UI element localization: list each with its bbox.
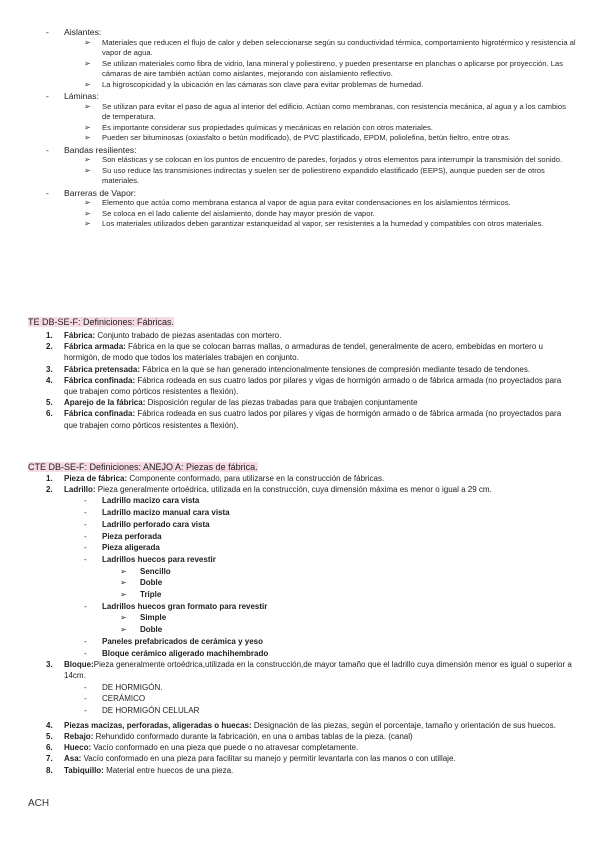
sub-list-item: ➢ Triple bbox=[120, 590, 162, 600]
sub-item: ➢ Son elásticas y se colocan en los puntos de encuentro de paredes, forjados y otros elementos para interrumpir la transmisión del sonido. bbox=[84, 155, 563, 164]
list-item: - Ladrillos huecos para revestir bbox=[84, 554, 216, 564]
sub-item: ➢ Se utilizan para evitar el paso de agua al interior del edificio. Actúan como membranas, con resistencia mecánica, al agua y a los cambios de temperatura. bbox=[84, 101, 566, 121]
arrow-bullet-icon: ➢ bbox=[84, 155, 91, 164]
arrow-bullet-icon: ➢ bbox=[84, 198, 91, 207]
sub-item: ➢ Su uso reduce las transmisiones indirectas y suelen ser de poliestireno expandido elastificado (EEPS), aunque pueden ser de otros materiales. bbox=[84, 165, 545, 185]
arrow-bullet-icon: ➢ bbox=[84, 58, 91, 68]
numbered-item: 2. Ladrillo: Pieza generalmente ortoédrica, utilizada en la construcción, cuya dimensión máxima es menor o igual a 29 cm. bbox=[46, 485, 492, 495]
list-item-bandas bbox=[0, 145, 600, 156]
sub-list-item: ➢ Sencillo bbox=[120, 566, 171, 576]
sub-item: ➢ Pueden ser bituminosas (oxiasfalto o betún modificado), de PVC plastificado, EPDM, poliolefina, betún fieltro, entre otras. bbox=[84, 133, 511, 142]
item-title: Aislantes: bbox=[64, 27, 102, 37]
list-item: - DE HORMIGÓN CELULAR bbox=[84, 706, 200, 716]
arrow-bullet-icon: ➢ bbox=[84, 101, 91, 111]
section-fabricas bbox=[0, 316, 600, 431]
list-item: - Bloque cerámico aligerado machihembrado bbox=[84, 648, 269, 658]
arrow-bullet-icon: ➢ bbox=[84, 122, 91, 132]
arrow-bullet-icon: ➢ bbox=[120, 613, 127, 623]
sub-item: ➢ Se coloca en el lado caliente del aislamiento, donde hay mayor presión de vapor. bbox=[84, 208, 375, 218]
list-item-aislantes bbox=[0, 27, 600, 38]
arrow-bullet-icon: ➢ bbox=[120, 625, 127, 635]
sub-list-item: ➢ Doble bbox=[120, 578, 163, 588]
list-item: - Ladrillo macizo cara vista bbox=[84, 496, 200, 506]
sub-list-item: ➢ Simple bbox=[120, 613, 167, 623]
arrow-bullet-icon: ➢ bbox=[84, 208, 91, 218]
arrow-bullet-icon: ➢ bbox=[120, 566, 127, 576]
dash-marker: - bbox=[46, 187, 49, 198]
numbered-item: 3. Bloque:Pieza generalmente ortoédrica,utilizada en la construcción,de mayor tamaño que el ladrillo cuya dimensión menor es igual o superior a 14cm. bbox=[46, 660, 572, 681]
footer-initials: ACH bbox=[28, 798, 50, 809]
section-heading: TE DB-SE-F: Definiciones: Fábricas. bbox=[28, 317, 175, 327]
sub-item: ➢ Es importante considerar sus propiedades químicas y mecánicas en relación con otros materiales. bbox=[84, 122, 433, 132]
sub-list-item: ➢ Doble bbox=[120, 625, 163, 635]
arrow-bullet-icon: ➢ bbox=[84, 37, 91, 47]
dash-marker: - bbox=[46, 144, 49, 155]
numbered-item: 8. Tabiquillo: Material entre huecos de una pieza. bbox=[46, 765, 234, 775]
arrow-bullet-icon: ➢ bbox=[84, 79, 91, 89]
list-item-barreras bbox=[0, 188, 600, 199]
arrow-bullet-icon: ➢ bbox=[84, 165, 91, 175]
item-title: Láminas: bbox=[64, 91, 99, 101]
numbered-item: 6. Fábrica confinada: Fábrica rodeada en sus cuatro lados por pilares y vigas de hormigón armado o de fábrica armada (no proyectados para que trabajen como pórticos resistentes a flexión). bbox=[46, 409, 562, 430]
numbered-item: 2. Fábrica armada: Fábrica en la que se colocan barras mallas, o armaduras de tendel, generalmente de acero, embebidas en mortero u hormigón, de modo que todos los materiales trabajen en conjunto. bbox=[46, 342, 543, 363]
list-item: - CERÁMICO bbox=[84, 694, 146, 704]
arrow-bullet-icon: ➢ bbox=[84, 133, 91, 142]
numbered-item: 4. Fábrica confinada: Fábrica rodeada en sus cuatro lados por pilares y vigas de hormigón armado o de fábrica armada (no proyectados para que trabajen como pórticos resistentes a flexión). bbox=[46, 375, 562, 397]
materials-list bbox=[0, 27, 600, 230]
numbered-item: 6. Hueco: Vacío conformado en una pieza que puede o no atravesar completamente. bbox=[46, 743, 359, 753]
list-item: - Paneles prefabricados de cerámica y yeso bbox=[84, 636, 263, 646]
dash-marker: - bbox=[46, 27, 49, 37]
arrow-bullet-icon: ➢ bbox=[120, 590, 127, 600]
sub-item: ➢ La higroscopicidad y la ubicación en las cámaras son clave para evitar problemas de humedad. bbox=[84, 79, 424, 89]
arrow-bullet-icon: ➢ bbox=[120, 578, 127, 588]
sub-item: ➢ Materiales que reducen el flujo de calor y deben seleccionarse según su conductividad térmica, comportamiento higrotérmico y resistencia al vapor de agua. bbox=[84, 37, 576, 57]
dash-marker: - bbox=[46, 91, 49, 101]
list-item: - Pieza aligerada bbox=[84, 543, 160, 553]
arrow-bullet-icon: ➢ bbox=[84, 219, 91, 228]
numbered-item: 3. Fábrica pretensada: Fábrica en la que se han generado intencionalmente tensiones de compresión mediante tesado de tendones. bbox=[46, 364, 531, 374]
list-item: - DE HORMIGÓN. bbox=[84, 682, 163, 692]
sub-item: ➢ Los materiales utilizados deben garantizar estanqueidad al vapor, ser resistentes a la humedad y compatibles con otros materiales. bbox=[84, 219, 544, 228]
list-item: - Ladrillo perforado cara vista bbox=[84, 519, 210, 529]
numbered-item: 5. Rebajo: Rehundido conformado durante la fabricación, en una o ambas tablas de la pieza. (canal) bbox=[46, 731, 413, 741]
list-item-laminas bbox=[0, 91, 600, 102]
section-heading: CTE DB-SE-F: Definiciones: ANEJO A: Piezas de fábrica. bbox=[28, 462, 258, 472]
numbered-item: 4. Piezas macizas, perforadas, aligeradas o huecas: Designación de las piezas, según el porcentaje, tamaño y orientación de sus huecos. bbox=[46, 720, 556, 730]
item-title: Barreras de Vapor: bbox=[64, 187, 136, 198]
numbered-item: 1. Pieza de fábrica: Componente conformado, para utilizarse en la construcción de fábricas. bbox=[46, 474, 385, 483]
numbered-item: 1. Fábrica: Conjunto trabado de piezas asentadas con mortero. bbox=[46, 331, 282, 340]
list-item: - Ladrillos huecos gran formato para revestir bbox=[84, 601, 268, 611]
numbered-item: 7. Asa: Vacío conformado en una pieza para facilitar su manejo y permitir levantarla con las manos o con utillaje. bbox=[46, 754, 456, 764]
sub-item: ➢ Elemento que actúa como membrana estanca al vapor de agua para evitar condensaciones en los aislamientos térmicos. bbox=[84, 198, 511, 207]
list-item: - Pieza perforada bbox=[84, 531, 162, 541]
numbered-item: 5. Aparejo de la fábrica: Disposición regular de las piezas trabadas para que trabajen conjuntamente bbox=[46, 398, 418, 408]
list-item: - Ladrillo macizo manual cara vista bbox=[84, 508, 230, 518]
sub-item: ➢ Se utilizan materiales como fibra de vidrio, lana mineral y poliestireno, y pueden presentarse en planchas o aplicarse por proyección. Las cámaras de aire también actúan como aislantes, mejorando con aislamiento reflectivo. bbox=[84, 58, 563, 78]
item-title: Bandas resilientes: bbox=[64, 144, 137, 155]
section-piezas bbox=[0, 461, 600, 776]
